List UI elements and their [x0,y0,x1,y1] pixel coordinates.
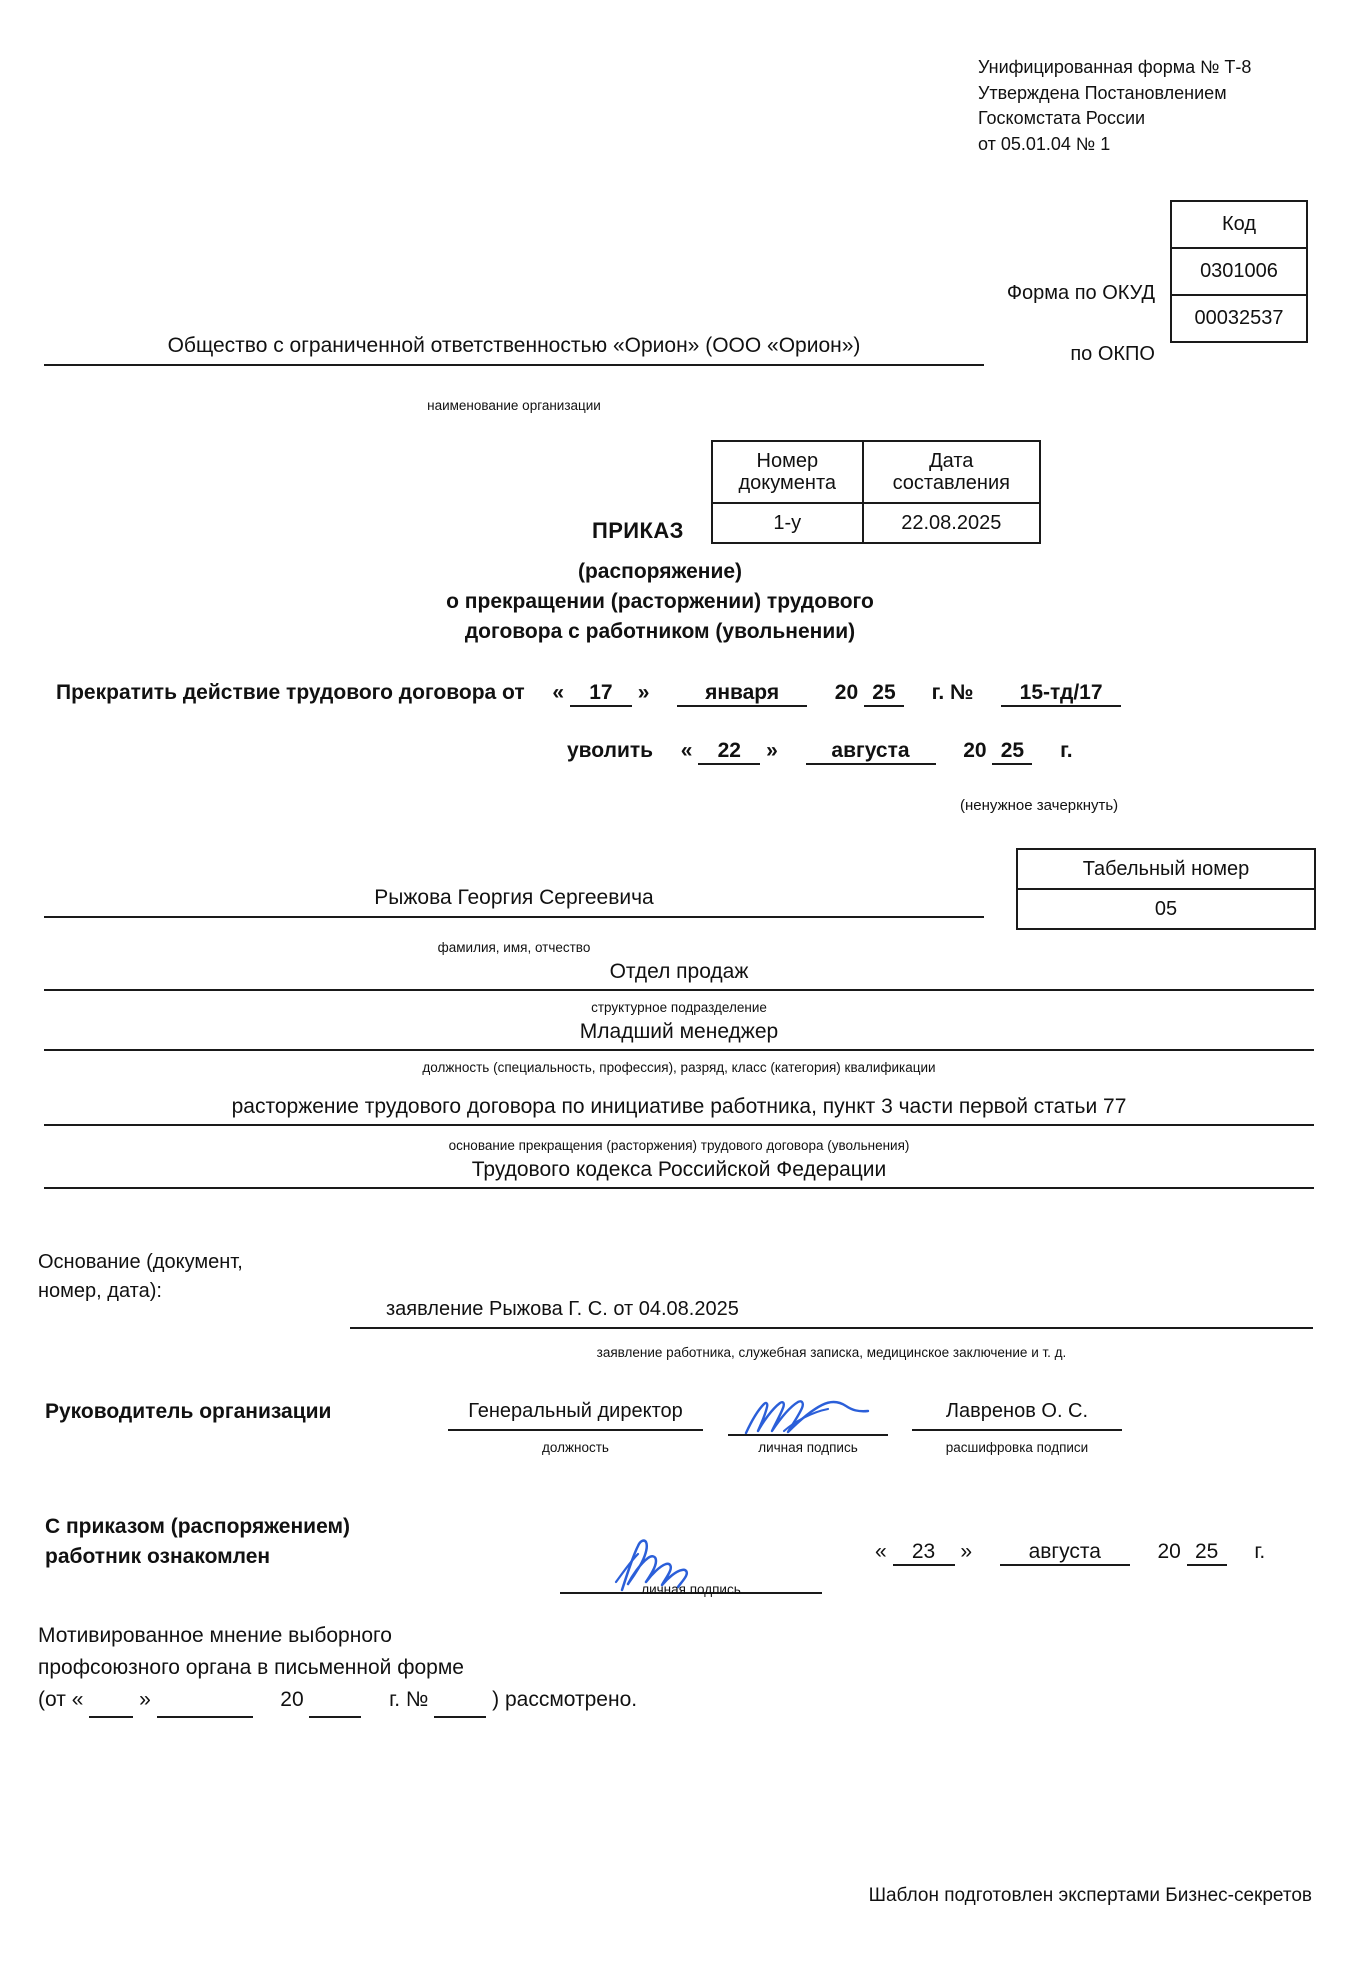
order-table [711,440,1041,544]
dismiss-year-prefix: 20 [963,739,987,762]
order-table-header-row [712,441,1040,503]
okpo-value-cell: 00032537 [1171,295,1307,342]
code-table-okpo-row [1171,295,1307,342]
employee-name-field [44,886,984,918]
terminate-quote-open: « [552,681,565,704]
tab-number-value-row [1017,889,1315,929]
employee-name-caption: фамилия, имя, отчество [437,940,591,955]
basis-label [38,1248,338,1306]
union-year-suffix: г. № [389,1687,429,1711]
strike-note: (ненужное зачеркнуть) [960,797,1119,814]
dismiss-quote-close: » [766,739,778,762]
acknowledgement-year-suffix: г. [1254,1540,1266,1563]
position-name: Младший менеджер [579,1020,779,1043]
order-date-header-line1: Дата [929,449,974,472]
dismiss-row [567,739,1073,765]
union-day-field[interactable] [89,1684,133,1718]
employee-name-rule [44,916,984,918]
union-prefix: (от [38,1687,66,1711]
union-year-field[interactable] [309,1684,361,1718]
order-number-header-line2: документа [738,472,837,494]
form-meta-line-1: Унифицированная форма № Т-8 [978,57,1252,77]
order-number-value: 1-у [712,503,863,543]
organization-name-rule [44,364,984,366]
dismiss-year-suffix: г. [1060,739,1073,762]
director-signature-caption: личная подпись [758,1440,858,1455]
tab-number-header-row [1017,849,1315,889]
director-signature-rule [728,1434,888,1436]
grounds-rule-2 [44,1187,1314,1189]
union-opinion-line2: профсоюзного органа в письменной форме [38,1655,464,1679]
grounds-field-line1 [44,1095,1314,1126]
okud-value-cell: 0301006 [1171,248,1307,295]
acknowledgement-label [45,1512,350,1573]
form-meta-line-4: от 05.01.04 № 1 [978,133,1111,154]
organization-name: Общество с ограниченной ответственностью «Орион» (ООО «Орион») [167,334,861,357]
union-opinion-date-row [38,1684,637,1718]
terminate-contract-row [56,681,1121,707]
grounds-caption: основание прекращения (расторжения) трудового договора (увольнения) [448,1138,910,1153]
order-subtitle-line1: (распоряжение) [577,560,743,583]
tab-number-value: 05 [1017,889,1315,929]
grounds-text-line1: расторжение трудового договора по инициативе работника, пункт 3 части первой статьи 77 [231,1095,1127,1118]
director-name-field [912,1400,1122,1431]
order-date-header [863,441,1040,503]
union-suffix: ) рассмотрено. [492,1687,638,1711]
terminate-day-field[interactable]: 17 [570,681,632,707]
basis-value-field [350,1298,1313,1329]
order-subtitle-line3: договора с работником (увольнении) [464,619,856,643]
director-label: Руководитель организации [45,1400,332,1423]
organization-name-caption: наименование организации [427,398,601,413]
union-opinion-line1: Мотивированное мнение выборного [38,1624,392,1647]
code-table-okud-row [1171,248,1307,295]
director-name: Лавренов О. С. [945,1400,1089,1422]
union-opinion-block [38,1620,637,1718]
terminate-year-prefix: 20 [834,681,859,704]
order-number-header [712,441,863,503]
employee-name: Рыжова Георгия Сергеевича [374,886,654,909]
acknowledgement-day-field[interactable]: 23 [893,1540,955,1566]
order-subtitle [340,557,980,646]
grounds-text-line2: Трудового кодекса Российской Федерации [471,1158,887,1181]
department-caption: структурное подразделение [591,1000,767,1015]
order-date-value: 22.08.2025 [863,503,1040,543]
dismiss-month-field[interactable]: августа [806,739,936,765]
terminate-prefix-label: Прекратить действие трудового договора от [56,681,525,704]
department-field [44,960,1314,991]
director-signature-field[interactable] [728,1400,888,1436]
basis-label-line1: Основание (документ, [38,1251,243,1273]
director-name-rule [912,1429,1122,1431]
director-name-caption: расшифровка подписи [945,1440,1089,1455]
employee-signature-caption: личная подпись [641,1582,741,1597]
order-title: ПРИКАЗ [592,518,684,543]
code-table-header-cell: Код [1171,201,1307,248]
organization-name-field [44,334,984,366]
acknowledgement-label-line2: работник ознакомлен [45,1545,271,1569]
order-table-value-row [712,503,1040,543]
form-metadata [978,55,1308,157]
grounds-field-line2 [44,1158,1314,1189]
footer-text: Шаблон подготовлен экспертами Бизнес-секретов [868,1885,1312,1906]
acknowledgement-quote-open: « [875,1540,887,1563]
director-position-rule [448,1429,703,1431]
director-position: Генеральный директор [468,1400,683,1422]
acknowledgement-month-field[interactable]: августа [1000,1540,1130,1566]
union-quote-open: « [71,1687,84,1711]
union-quote-close: » [139,1687,151,1711]
position-rule [44,1049,1314,1051]
acknowledgement-quote-close: » [960,1540,973,1563]
order-subtitle-line2: о прекращении (расторжении) трудового [446,589,874,613]
code-table [1170,200,1308,343]
dismiss-quote-open: « [680,739,693,762]
okpo-label: по ОКПО [1070,343,1155,365]
acknowledgement-year-field[interactable]: 25 [1187,1540,1227,1566]
acknowledgement-label-line1: С приказом (распоряжением) [45,1515,351,1538]
basis-value[interactable]: заявление Рыжова Г. С. от 04.08.2025 [386,1298,739,1320]
dismiss-prefix-label: уволить [567,739,654,762]
form-meta-line-2: Утверждена Постановлением [978,82,1227,103]
department-rule [44,989,1314,991]
director-position-field [448,1400,703,1431]
union-month-field[interactable] [157,1684,253,1718]
department-name: Отдел продаж [609,960,749,983]
basis-label-line2: номер, дата): [38,1280,162,1302]
acknowledgement-year-prefix: 20 [1157,1540,1181,1563]
director-signature-icon [728,1400,888,1434]
tab-number-header: Табельный номер [1017,849,1315,889]
order-date-header-line2: составления [892,472,1010,494]
terminate-year-field[interactable]: 25 [864,681,904,707]
position-caption: должность (специальность, профессия), разряд, класс (категория) квалификации [422,1060,936,1075]
position-field [44,1020,1314,1051]
form-meta-line-3: Госкомстата России [978,108,1146,129]
tab-number-table [1016,848,1316,930]
union-year-prefix: 20 [280,1687,304,1711]
terminate-quote-close: » [637,681,650,704]
union-number-field[interactable] [434,1684,486,1718]
grounds-rule-1 [44,1124,1314,1126]
order-number-header-line1: Номер [756,449,819,472]
director-position-caption: должность [542,1440,609,1455]
terminate-month-field[interactable]: января [677,681,807,707]
terminate-year-suffix: г. № [931,681,974,704]
basis-rule [350,1327,1313,1329]
acknowledgement-date-row [875,1540,1265,1566]
code-table-header-row [1171,201,1307,248]
basis-caption: заявление работника, служебная записка, медицинское заключение и т. д. [596,1345,1067,1360]
dismiss-day-field[interactable]: 22 [698,739,760,765]
okud-label: Форма по ОКУД [1006,282,1155,304]
dismiss-year-field[interactable]: 25 [992,739,1032,765]
terminate-contract-number-field[interactable]: 15-тд/17 [1001,681,1121,707]
